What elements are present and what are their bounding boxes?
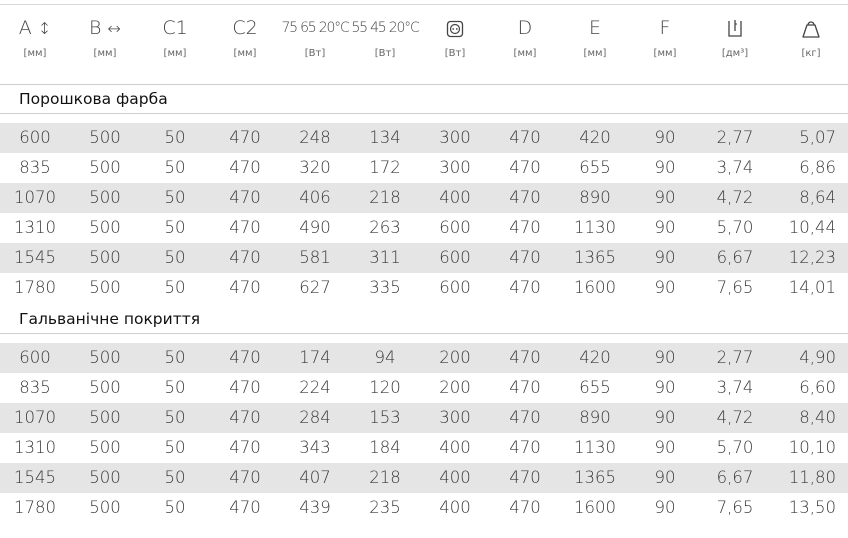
table-header xyxy=(0,10,848,82)
table-cell: 50 xyxy=(164,438,186,457)
table-cell: 94 xyxy=(374,348,396,367)
table-cell: 470 xyxy=(229,468,261,487)
col-d-header xyxy=(490,10,560,60)
table-cell: 284 xyxy=(299,408,331,427)
table-cell: 500 xyxy=(89,468,121,487)
table-cell: 4,72 xyxy=(716,188,754,207)
table-cell: 470 xyxy=(509,348,541,367)
section-title-powder: Порошкова фарба xyxy=(19,90,168,108)
table-cell: 1130 xyxy=(574,438,616,457)
section-divider xyxy=(0,333,848,334)
table-cell: 50 xyxy=(164,278,186,297)
table-cell: 12,23 xyxy=(788,248,836,267)
table-cell: 1310 xyxy=(14,438,56,457)
table-cell: 50 xyxy=(164,348,186,367)
table-cell: 50 xyxy=(164,468,186,487)
table-cell: 300 xyxy=(439,408,471,427)
col-electric-unit: [Вт] xyxy=(444,48,466,59)
table-cell: 218 xyxy=(369,188,401,207)
table-cell: 470 xyxy=(229,378,261,397)
table-cell: 263 xyxy=(369,218,401,237)
col-a-unit: [мм] xyxy=(23,48,47,59)
col-c1-header xyxy=(140,10,210,60)
table-cell: 14,01 xyxy=(788,278,836,297)
table-cell: 470 xyxy=(509,218,541,237)
horizontal-arrow-icon: ↔ xyxy=(107,19,121,38)
table-cell: 470 xyxy=(229,408,261,427)
table-cell: 90 xyxy=(654,498,676,517)
col-volume-header xyxy=(700,10,770,60)
table-cell: 300 xyxy=(439,158,471,177)
table-row xyxy=(0,243,848,273)
table-cell: 224 xyxy=(299,378,331,397)
table-row xyxy=(0,153,848,183)
table-cell: 470 xyxy=(509,438,541,457)
col-power-55-label: 55 45 20°C xyxy=(351,20,419,36)
col-f-label: F xyxy=(659,17,671,39)
table-cell: 90 xyxy=(654,408,676,427)
table-cell: 2,77 xyxy=(716,128,754,147)
table-cell: 50 xyxy=(164,188,186,207)
header-divider xyxy=(0,84,848,85)
table-row xyxy=(0,493,848,523)
table-cell: 218 xyxy=(369,468,401,487)
table-cell: 400 xyxy=(439,498,471,517)
table-cell: 470 xyxy=(509,188,541,207)
table-row xyxy=(0,343,848,373)
table-cell: 90 xyxy=(654,128,676,147)
col-f-unit: [мм] xyxy=(653,48,677,59)
table-cell: 470 xyxy=(229,188,261,207)
table-cell: 120 xyxy=(369,378,401,397)
col-volume-unit: [дм³] xyxy=(721,48,749,59)
table-cell: 10,44 xyxy=(788,218,836,237)
col-power-55-unit: [Вт] xyxy=(374,48,396,59)
table-cell: 400 xyxy=(439,468,471,487)
table-cell: 500 xyxy=(89,218,121,237)
table-cell: 500 xyxy=(89,498,121,517)
table-cell: 5,07 xyxy=(799,128,836,147)
table-cell: 470 xyxy=(229,278,261,297)
table-cell: 90 xyxy=(654,348,676,367)
table-cell: 420 xyxy=(579,128,611,147)
col-e-unit: [мм] xyxy=(583,48,607,59)
table-row xyxy=(0,123,848,153)
table-cell: 50 xyxy=(164,158,186,177)
table-cell: 1070 xyxy=(14,408,56,427)
table-cell: 3,74 xyxy=(716,378,754,397)
table-cell: 90 xyxy=(654,278,676,297)
table-cell: 1780 xyxy=(14,278,56,297)
table-cell: 90 xyxy=(654,438,676,457)
col-power-75-unit: [Вт] xyxy=(304,48,326,59)
table-cell: 6,67 xyxy=(716,468,754,487)
table-cell: 1545 xyxy=(14,468,56,487)
table-cell: 470 xyxy=(509,378,541,397)
table-cell: 335 xyxy=(369,278,401,297)
table-cell: 470 xyxy=(229,128,261,147)
table-cell: 407 xyxy=(299,468,331,487)
table-cell: 2,77 xyxy=(716,348,754,367)
col-power-55-header xyxy=(350,10,420,60)
table-cell: 50 xyxy=(164,128,186,147)
col-c2-header xyxy=(210,10,280,60)
table-cell: 8,64 xyxy=(799,188,836,207)
table-cell: 500 xyxy=(89,158,121,177)
table-row xyxy=(0,183,848,213)
table-cell: 134 xyxy=(369,128,401,147)
table-cell: 90 xyxy=(654,188,676,207)
table-cell: 50 xyxy=(164,378,186,397)
col-power-75-header xyxy=(280,10,350,60)
table-cell: 600 xyxy=(19,128,51,147)
table-cell: 3,74 xyxy=(716,158,754,177)
table-cell: 13,50 xyxy=(788,498,836,517)
table-cell: 470 xyxy=(229,498,261,517)
table-cell: 500 xyxy=(89,278,121,297)
table-cell: 470 xyxy=(229,348,261,367)
table-cell: 500 xyxy=(89,348,121,367)
table-cell: 500 xyxy=(89,128,121,147)
table-cell: 470 xyxy=(229,158,261,177)
table-cell: 50 xyxy=(164,498,186,517)
table-cell: 90 xyxy=(654,218,676,237)
table-row xyxy=(0,373,848,403)
section-title-galvanic: Гальванічне покриття xyxy=(19,310,201,328)
table-cell: 1365 xyxy=(574,468,616,487)
table-cell: 172 xyxy=(369,158,401,177)
table-cell: 600 xyxy=(439,248,471,267)
table-cell: 627 xyxy=(299,278,331,297)
table-cell: 500 xyxy=(89,408,121,427)
table-cell: 890 xyxy=(579,408,611,427)
socket-icon xyxy=(446,20,464,38)
table-cell: 420 xyxy=(579,348,611,367)
table-cell: 1600 xyxy=(574,278,616,297)
col-a-header xyxy=(0,10,70,60)
col-power-75-label: 75 65 20°C xyxy=(281,20,349,36)
table-cell: 184 xyxy=(369,438,401,457)
table-cell: 1600 xyxy=(574,498,616,517)
table-cell: 655 xyxy=(579,378,611,397)
top-divider xyxy=(0,4,848,5)
table-cell: 470 xyxy=(509,248,541,267)
table-cell: 8,40 xyxy=(799,408,836,427)
table-cell: 500 xyxy=(89,248,121,267)
table-cell: 300 xyxy=(439,128,471,147)
col-electric-header xyxy=(420,10,490,60)
table-cell: 343 xyxy=(299,438,331,457)
table-cell: 90 xyxy=(654,158,676,177)
table-cell: 1070 xyxy=(14,188,56,207)
col-c1-unit: [мм] xyxy=(163,48,187,59)
table-cell: 400 xyxy=(439,188,471,207)
table-cell: 655 xyxy=(579,158,611,177)
col-d-label: D xyxy=(517,17,533,39)
table-cell: 470 xyxy=(509,498,541,517)
col-b-label: B xyxy=(89,17,102,39)
table-cell: 470 xyxy=(509,128,541,147)
table-cell: 7,65 xyxy=(716,278,754,297)
table-row xyxy=(0,213,848,243)
table-cell: 90 xyxy=(654,468,676,487)
table-cell: 500 xyxy=(89,378,121,397)
table-cell: 90 xyxy=(654,248,676,267)
table-cell: 1310 xyxy=(14,218,56,237)
table-row xyxy=(0,433,848,463)
table-cell: 248 xyxy=(299,128,331,147)
table-cell: 439 xyxy=(299,498,331,517)
table-cell: 1365 xyxy=(574,248,616,267)
table-cell: 500 xyxy=(89,188,121,207)
table-cell: 490 xyxy=(299,218,331,237)
table-cell: 11,80 xyxy=(788,468,836,487)
table-cell: 90 xyxy=(654,378,676,397)
table-cell: 6,60 xyxy=(799,378,836,397)
table-cell: 835 xyxy=(19,158,51,177)
table-cell: 890 xyxy=(579,188,611,207)
table-cell: 500 xyxy=(89,438,121,457)
table-cell: 174 xyxy=(299,348,331,367)
table-cell: 470 xyxy=(229,218,261,237)
table-cell: 600 xyxy=(19,348,51,367)
col-f-header xyxy=(630,10,700,60)
section-divider xyxy=(0,113,848,114)
table-cell: 406 xyxy=(299,188,331,207)
table-cell: 200 xyxy=(439,378,471,397)
col-weight-unit: [кг] xyxy=(801,48,821,59)
table-cell: 470 xyxy=(509,158,541,177)
table-cell: 153 xyxy=(369,408,401,427)
table-cell: 470 xyxy=(509,278,541,297)
table-cell: 470 xyxy=(509,468,541,487)
table-cell: 6,86 xyxy=(799,158,836,177)
table-cell: 1130 xyxy=(574,218,616,237)
table-cell: 6,67 xyxy=(716,248,754,267)
table-cell: 470 xyxy=(229,438,261,457)
table-cell: 10,10 xyxy=(788,438,836,457)
weight-icon xyxy=(801,19,821,39)
table-cell: 50 xyxy=(164,408,186,427)
table-cell: 5,70 xyxy=(716,218,754,237)
table-cell: 5,70 xyxy=(716,438,754,457)
col-weight-header xyxy=(776,10,846,60)
table-cell: 4,90 xyxy=(799,348,836,367)
table-cell: 600 xyxy=(439,218,471,237)
col-e-header xyxy=(560,10,630,60)
col-c2-unit: [мм] xyxy=(233,48,257,59)
table-cell: 235 xyxy=(369,498,401,517)
table-cell: 50 xyxy=(164,248,186,267)
table-cell: 320 xyxy=(299,158,331,177)
col-b-header xyxy=(70,10,140,60)
table-cell: 600 xyxy=(439,278,471,297)
table-cell: 50 xyxy=(164,218,186,237)
col-c1-label: C1 xyxy=(162,17,188,39)
table-cell: 1780 xyxy=(14,498,56,517)
table-row xyxy=(0,463,848,493)
table-row xyxy=(0,273,848,303)
table-cell: 7,65 xyxy=(716,498,754,517)
table-cell: 1545 xyxy=(14,248,56,267)
col-b-unit: [мм] xyxy=(93,48,117,59)
table-cell: 581 xyxy=(299,248,331,267)
table-cell: 470 xyxy=(509,408,541,427)
table-cell: 400 xyxy=(439,438,471,457)
table-cell: 311 xyxy=(369,248,401,267)
col-e-label: E xyxy=(588,17,601,39)
volume-icon xyxy=(727,19,743,39)
table-row xyxy=(0,403,848,433)
table-cell: 835 xyxy=(19,378,51,397)
table-cell: 200 xyxy=(439,348,471,367)
col-a-label: A xyxy=(18,17,32,39)
col-c2-label: C2 xyxy=(232,17,258,39)
col-d-unit: [мм] xyxy=(513,48,537,59)
vertical-arrow-icon: ↕ xyxy=(37,19,52,38)
table-cell: 470 xyxy=(229,248,261,267)
table-cell: 4,72 xyxy=(716,408,754,427)
